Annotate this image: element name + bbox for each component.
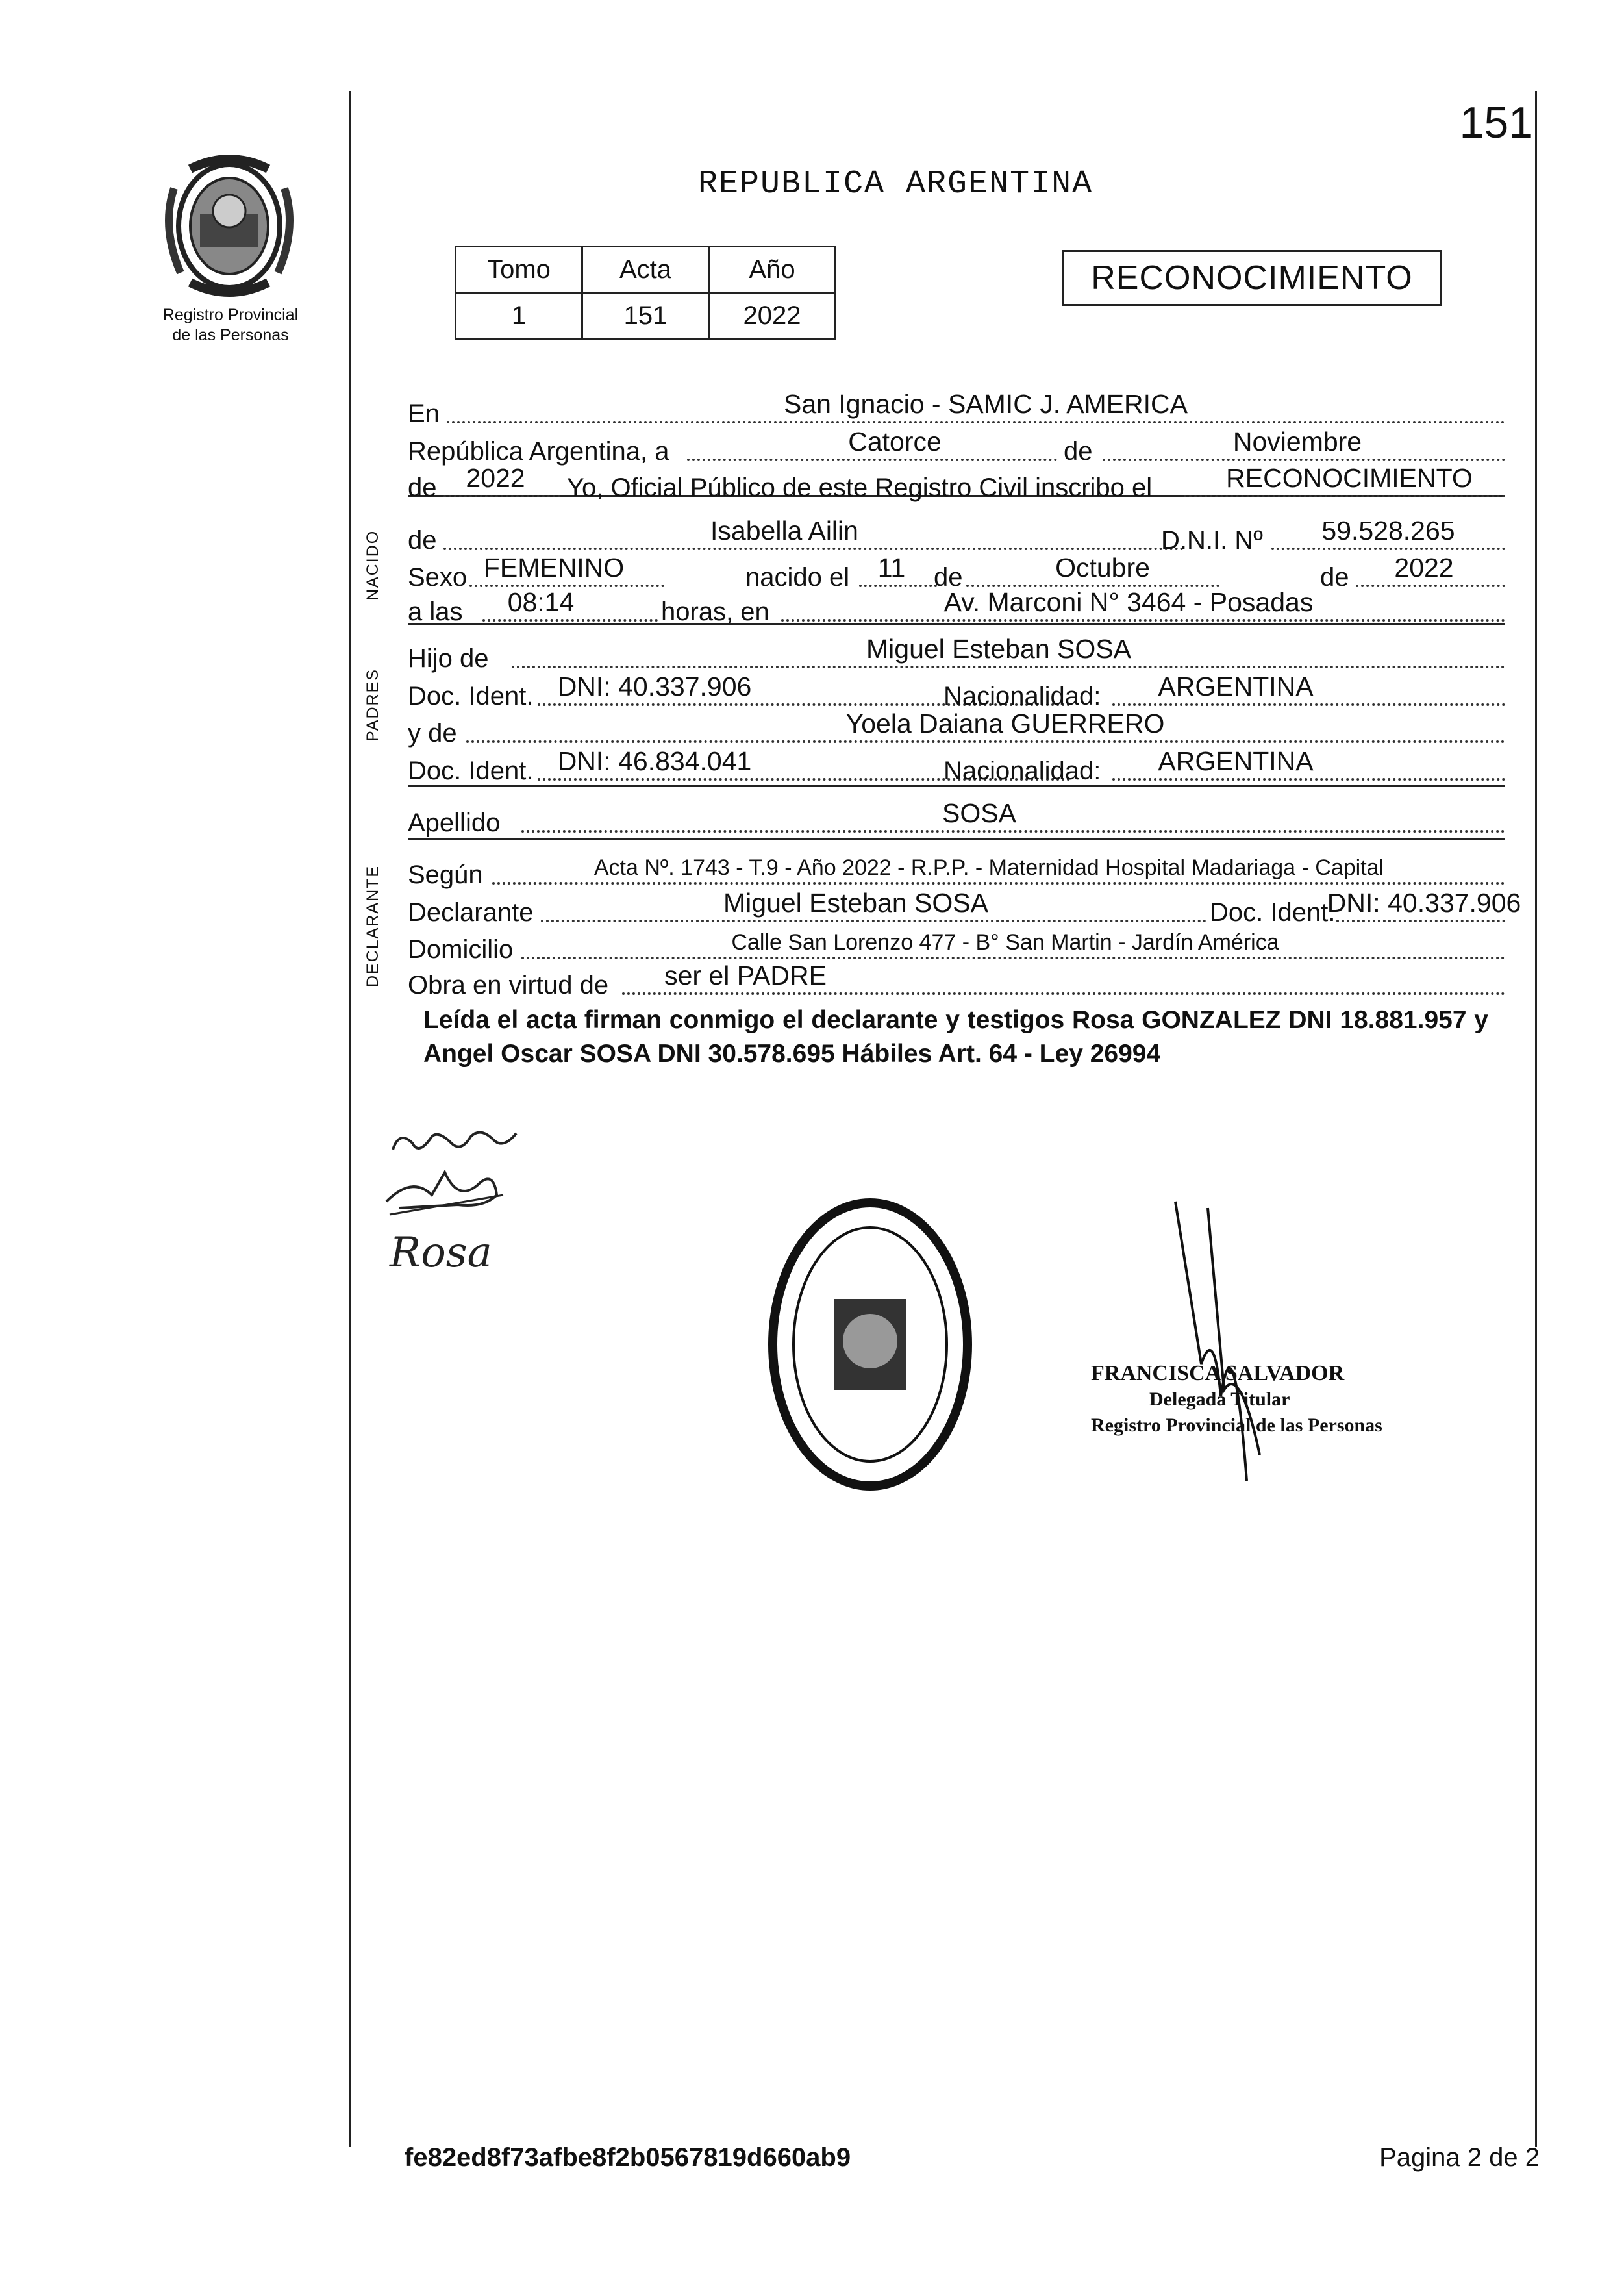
- dots: [1356, 585, 1505, 587]
- madre-doc-label: Doc. Ident.: [408, 757, 534, 785]
- official-stamp: [1091, 1361, 1382, 1439]
- signature-rosa: Rosa: [390, 1229, 492, 1277]
- footer-hash: fe82ed8f73afbe8f2b0567819d660ab9: [405, 2143, 851, 2172]
- padre-value: Miguel Esteban SOSA: [866, 634, 1131, 664]
- madre-value: Yoela Daiana GUERRERO: [845, 709, 1165, 738]
- official-role: Delegada Titular: [1149, 1389, 1290, 1410]
- side-label-declarante: DECLARANTE: [364, 864, 382, 987]
- row-padre-doc: [408, 672, 1505, 711]
- sexo-value: FEMENINO: [483, 553, 625, 583]
- side-label-padres: PADRES: [364, 668, 382, 742]
- leida-paragraph: Leída el acta firman conmigo el declarante y testigos Rosa GONZALEZ DNI 18.881.957 y Angel Oscar SOSA DNI 30.578.695 Hábiles Art. 64 - Ley 26994: [423, 1006, 1488, 1068]
- dots: [1112, 778, 1505, 781]
- yde-label: y de: [408, 719, 457, 748]
- obra-value: ser el PADRE: [664, 961, 827, 990]
- dots: [1271, 548, 1505, 550]
- row-hora: [408, 588, 1505, 627]
- domicilio-label: Domicilio: [408, 935, 514, 964]
- dots: [687, 459, 1057, 461]
- row-sexo: [408, 553, 1505, 592]
- anio-header: Año: [709, 247, 836, 293]
- dots: [521, 957, 1505, 959]
- segun-value: Acta Nº. 1743 - T.9 - Año 2022 - R.P.P. - Maternidad Hospital Madariaga - Capital: [593, 855, 1384, 880]
- apellido-value: SOSA: [942, 798, 1016, 828]
- dots: [1184, 495, 1505, 497]
- padre-nac-label: Nacionalidad:: [943, 682, 1101, 711]
- row-inscribo: [408, 464, 1505, 503]
- side-label-nacido: NACIDO: [364, 529, 382, 601]
- lugar-value: Av. Marconi N° 3464 - Posadas: [943, 587, 1314, 617]
- separator-4: [408, 838, 1505, 840]
- sexo-label: Sexo: [408, 563, 468, 592]
- padre-nac-value: ARGENTINA: [1158, 672, 1314, 701]
- mes-value: Noviembre: [1232, 427, 1362, 457]
- en-label: En: [408, 399, 440, 428]
- acta-header: Acta: [582, 247, 709, 293]
- apellido-label: Apellido: [408, 809, 501, 837]
- madre-doc-value: DNI: 46.834.041: [557, 746, 752, 776]
- nac-anio-value: 2022: [1394, 553, 1454, 583]
- dni-label: D.N.I. Nº: [1161, 526, 1263, 555]
- dots: [482, 619, 658, 622]
- dots: [521, 830, 1505, 833]
- tomo-header: Tomo: [456, 247, 582, 293]
- hora-value: 08:14: [507, 587, 575, 617]
- de2-label: de: [408, 473, 437, 502]
- madre-nac-label: Nacionalidad:: [943, 757, 1101, 785]
- en-value: San Ignacio - SAMIC J. AMERICA: [783, 389, 1188, 419]
- provincia-misiones-crest-icon: [155, 149, 304, 305]
- row-domicilio: [408, 925, 1505, 964]
- de-nacido-label: de: [408, 526, 437, 555]
- page-number: 151: [1459, 98, 1533, 147]
- dots: [447, 421, 1505, 423]
- row-nombre: [408, 516, 1505, 555]
- nac-de2-label: de: [1320, 563, 1349, 592]
- dots: [443, 495, 560, 497]
- dots: [512, 666, 1505, 668]
- dots: [1336, 920, 1505, 922]
- page-title: REPUBLICA ARGENTINA: [698, 166, 1093, 203]
- de-label: de: [1064, 437, 1093, 466]
- dots: [1112, 703, 1505, 706]
- logo-caption: [136, 305, 325, 346]
- dots: [492, 882, 1505, 885]
- inscribo-value: RECONOCIMIENTO: [1226, 463, 1473, 493]
- declarante-label: Declarante: [408, 898, 534, 927]
- horas-label: horas, en: [661, 598, 769, 626]
- dots: [443, 548, 1184, 550]
- inscribo-label: Yo, Oficial Público de este Registro Civil inscribo el: [567, 473, 1153, 502]
- nac-de-label: de: [934, 563, 963, 592]
- dia-value: Catorce: [848, 427, 942, 457]
- padre-doc-label: Doc. Ident.: [408, 682, 534, 711]
- anio-value: 2022: [466, 463, 525, 493]
- logo-caption-line1: Registro Provincial: [162, 306, 299, 324]
- tomo-value: 1: [456, 293, 582, 339]
- alas-label: a las: [408, 598, 463, 626]
- nombre-value: Isabella Ailin: [710, 516, 858, 546]
- tipo-acta-box: RECONOCIMIENTO: [1062, 250, 1442, 306]
- row-declarante: [408, 888, 1521, 927]
- anio-value: 2022: [709, 293, 836, 339]
- delegacion-round-stamp: [760, 1192, 981, 1497]
- row-madre: [408, 709, 1505, 748]
- left-margin-line: [349, 91, 351, 2147]
- official-name: FRANCISCA SALVADOR: [1091, 1361, 1345, 1385]
- obra-label: Obra en virtud de: [408, 971, 609, 1000]
- dni-value: 59.528.265: [1321, 516, 1455, 546]
- nac-mes-value: Octubre: [1055, 553, 1150, 583]
- padre-doc-value: DNI: 40.337.906: [557, 672, 752, 701]
- right-margin-line: [1535, 91, 1537, 2147]
- acta-value: 151: [582, 293, 709, 339]
- handwritten-signatures: [373, 1111, 542, 1286]
- nacido-label: nacido el: [745, 563, 850, 592]
- row-en: [408, 390, 1505, 429]
- acta-table: [455, 246, 836, 340]
- declarante-value: Miguel Esteban SOSA: [723, 888, 988, 918]
- decl-doc-label: Doc. Ident.: [1210, 898, 1336, 927]
- decl-doc-value: DNI: 40.337.906: [1327, 888, 1521, 918]
- segun-label: Según: [408, 861, 483, 889]
- official-signature: [1162, 1195, 1292, 1487]
- dots: [781, 619, 1505, 622]
- logo-caption-line2: de las Personas: [172, 326, 289, 344]
- row-fecha: [408, 427, 1505, 466]
- row-apellido: [408, 799, 1505, 838]
- domicilio-value: Calle San Lorenzo 477 - B° San Martin - Jardín América: [731, 930, 1279, 955]
- hijo-label: Hijo de: [408, 644, 489, 673]
- dots: [622, 992, 1505, 995]
- row-obra: [408, 961, 1505, 1000]
- republica-label: República Argentina, a: [408, 437, 669, 466]
- madre-nac-value: ARGENTINA: [1158, 746, 1314, 776]
- row-segun: [408, 851, 1505, 890]
- footer-page: Pagina 2 de 2: [1379, 2143, 1540, 2172]
- official-office: Registro Provincial de las Personas: [1091, 1415, 1382, 1436]
- dots: [1103, 459, 1505, 461]
- dots: [466, 740, 1505, 743]
- nac-dia-value: 11: [877, 553, 906, 583]
- row-padre: [408, 635, 1505, 674]
- row-madre-doc: [408, 747, 1505, 786]
- dots: [541, 920, 1206, 922]
